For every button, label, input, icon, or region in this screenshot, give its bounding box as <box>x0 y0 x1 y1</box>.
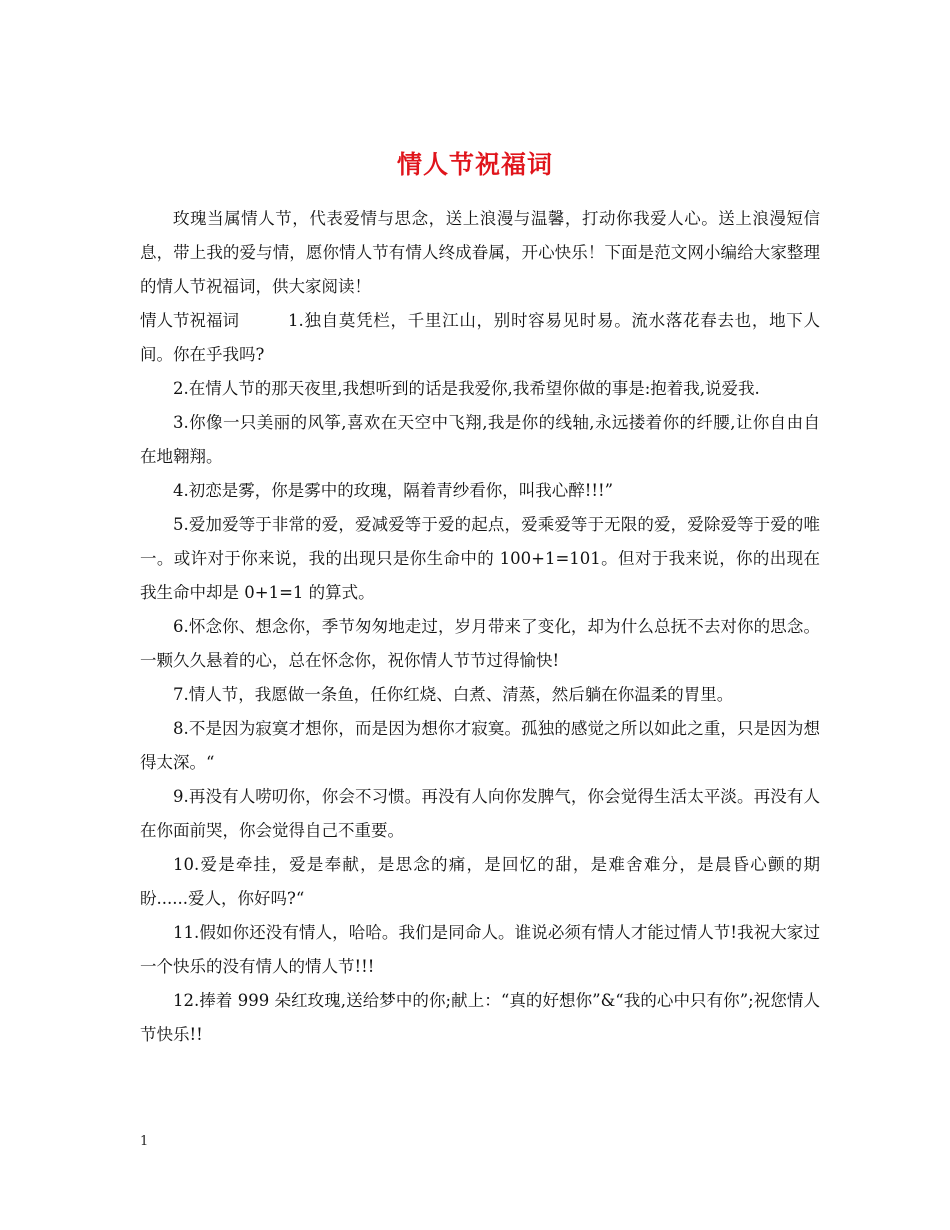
list-item: 8.不是因为寂寞才想你，而是因为想你才寂寞。孤独的感觉之所以如此之重，只是因为想得太深。“ <box>140 719 820 772</box>
list-item: 5.爱加爱等于非常的爱，爱减爱等于爱的起点，爱乘爱等于无限的爱，爱除爱等于爱的唯一。或许对于你来说，我的出现只是你生命中的 100+1=101。但对于我来说，你的出现在我生命中却是 0+1=1 的算式。 <box>140 515 820 602</box>
intro-paragraph: 玫瑰当属情人节，代表爱情与思念，送上浪漫与温馨，打动你我爱人心。送上浪漫短信息，带上我的爱与情，愿你情人节有情人终成眷属，开心快乐！下面是范文网小编给大家整理的情人节祝福词，供大家阅读！ <box>140 209 820 296</box>
list-item: 6.怀念你、想念你，季节匆匆地走过，岁月带来了变化，却为什么总抚不去对你的思念。一颗久久悬着的心，总在怀念你，祝你情人节节过得愉快! <box>140 617 820 670</box>
list-item-text: 1.独自莫凭栏，千里江山，别时容易见时易。流水落花春去也，地下人间。你在乎我吗? <box>140 311 820 364</box>
list-item: 7.情人节，我愿做一条鱼，任你红烧、白煮、清蒸，然后躺在你温柔的胃里。 <box>173 685 734 704</box>
list-item: 12.捧着 999 朵红玫瑰,送给梦中的你;献上：“真的好想你”&“我的心中只有你”;祝您情人节快乐!! <box>140 991 820 1044</box>
list-item <box>140 304 820 372</box>
list-item: 11.假如你还没有情人，哈哈。我们是同命人。谁说必须有情人才能过情人节!我祝大家过一个快乐的没有情人的情人节!!! <box>140 923 820 976</box>
document-body <box>140 202 820 1052</box>
page-title: 情人节祝福词 <box>396 149 553 179</box>
subheading: 情人节祝福词 <box>140 311 239 330</box>
list-item: 9.再没有人唠叨你，你会不习惯。再没有人向你发脾气，你会觉得生活太平淡。再没有人在你面前哭，你会觉得自己不重要。 <box>140 787 820 840</box>
list-item: 10.爱是牵挂，爱是奉献，是思念的痛，是回忆的甜，是难舍难分，是晨昏心颤的期盼......爱人，你好吗?“ <box>140 855 820 908</box>
list-item: 3.你像一只美丽的风筝,喜欢在天空中飞翔,我是你的线轴,永远搂着你的纤腰,让你自由自在地翱翔。 <box>140 413 820 466</box>
page-number: 1 <box>140 1134 149 1149</box>
list-item: 4.初恋是雾，你是雾中的玫瑰，隔着青纱看你，叫我心醉!!!” <box>173 481 614 500</box>
list-item: 2.在情人节的那天夜里,我想听到的话是我爱你,我希望你做的事是:抱着我,说爱我. <box>173 379 760 398</box>
